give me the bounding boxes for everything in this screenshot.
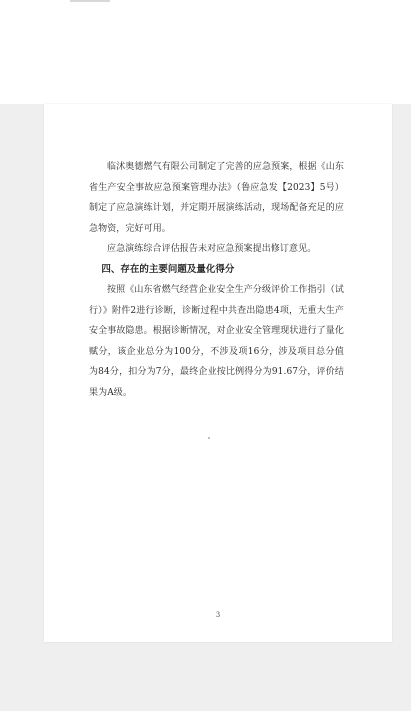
- document-page: [44, 104, 392, 642]
- paragraph-quantified-score: 按照《山东省燃气经营企业安全生产分级评价工作指引（试行）》附件2进行诊断，诊断过程中共查出隐患4项，无重大生产安全事故隐患。根据诊断情况，对企业安全管理现状进行了量化赋分，该企业总分为100分，不涉及项16分，涉及项目总分值为84分，扣分为7分，最终企业按比例得分为91.67分，评价结果为A级。: [89, 285, 344, 398]
- section-heading: 四、存在的主要问题及量化得分: [101, 264, 235, 275]
- page-number: 3: [215, 611, 221, 619]
- paragraph-emergency-plan: 临沭奥德燃气有限公司制定了完善的应急预案，根据《山东省生产安全事故应急预案管理办法》（鲁应急发【2023】5号）制定了应急演练计划，并定期开展演练活动，现场配备充足的应急物资，完好可用。: [89, 162, 344, 234]
- scan-speck: [208, 437, 210, 439]
- paragraph-drill-assessment: 应急演练综合评估报告未对应急预案提出修订意见。: [107, 244, 317, 254]
- scan-artifact: [70, 0, 110, 2]
- top-margin: [0, 0, 411, 104]
